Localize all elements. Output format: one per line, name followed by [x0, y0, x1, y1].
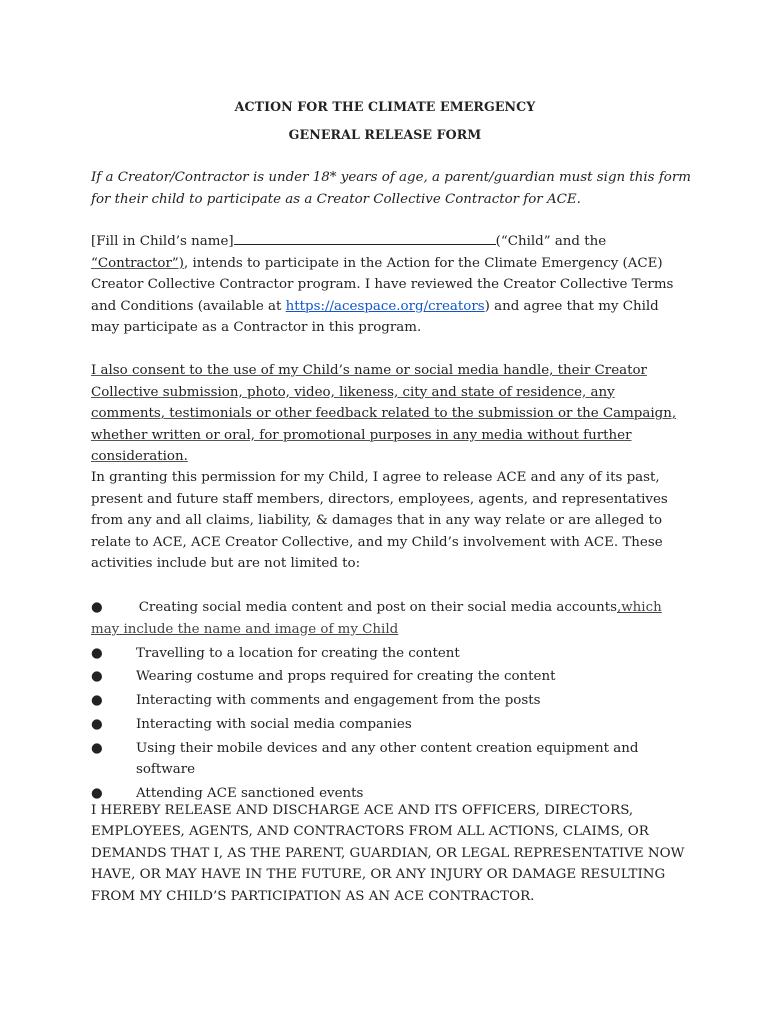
release-paragraph: I HEREBY RELEASE AND DISCHARGE ACE AND ITS OFFICERS, DIRECTORS, EMPLOYEES, AGENTS, AND CONTRACTORS FROM ALL ACTIONS, CLAIMS, OR DEMANDS THAT I, AS THE PARENT, GUARDIAN, OR LEGAL REPRESENTATIVE NOW HAVE, OR MAY HAVE IN THE FUTURE, OR ANY INJURY OR DAMAGE RESULTING FROM MY CHILD’S PARTICIPATION AS AN ACE CONTRACTOR.: [91, 803, 685, 904]
child-name-label: [Fill in Child’s name]: [91, 234, 234, 249]
list-item-text: Travelling to a location for creating the content: [136, 645, 460, 661]
list-item-text: Attending ACE sanctioned events: [136, 785, 364, 801]
grant-paragraph: In granting this permission for my Child, I agree to release ACE and any of its past, present and future staff members, directors, employees, agents, and representatives from any and all claims, liability, & damages that in any way relate or are alleged to relate to ACE, ACE Creator Collective, and my Child’s involvement with ACE. These activities include but are not limited to:: [91, 470, 668, 572]
contractor-definition: “Contractor”): [91, 255, 184, 271]
list-item-text: Interacting with social media companies: [136, 716, 412, 732]
child-name-blank[interactable]: [234, 231, 496, 245]
list-item: [91, 690, 691, 711]
child-definition: (“Child” and the: [495, 234, 607, 249]
list-item: [91, 597, 691, 640]
intro-paragraph: If a Creator/Contractor is under 18* years of age, a parent/guardian must sign this form for their child to participate as a Creator Collective Contractor for ACE.: [91, 170, 691, 207]
list-item: [91, 666, 691, 687]
document-title: ACTION FOR THE CLIMATE EMERGENCY: [234, 99, 536, 114]
list-item: [91, 738, 691, 781]
fill-in-text-2: ) and agree that my Child may participate as a Contractor in this program.: [91, 298, 659, 336]
bullet-icon: ●: [91, 693, 103, 709]
list-item-text: Wearing costume and props required for creating the content: [136, 669, 556, 685]
bullet-icon: ●: [91, 600, 103, 616]
bullet-icon: ●: [91, 716, 103, 732]
list-item-text: Using their mobile devices and any other content creation equipment and software: [136, 740, 639, 778]
consent-paragraph: I also consent to the use of my Child’s name or social media handle, their Creator Collective submission, photo, video, likeness, city and state of residence, any comments, testimonials or other feedback related to the submission or the Campaign, whether written or oral, for promotional purposes in any media without further consideration.: [91, 363, 677, 465]
document-subtitle: GENERAL RELEASE FORM: [288, 127, 482, 142]
activities-list: [91, 595, 691, 807]
list-item-underlined-text: ,which may include the name and image of my Child: [91, 600, 662, 637]
bullet-icon: ●: [91, 785, 103, 801]
terms-link[interactable]: https://acespace.org/creators: [285, 298, 485, 314]
list-item-text: Interacting with comments and engagement from the posts: [136, 693, 541, 709]
bullet-icon: ●: [91, 645, 103, 661]
bullet-icon: ●: [91, 669, 103, 685]
fill-in-text-1: , intends to participate in the Action for the Climate Emergency (ACE) Creator Collective Contractor program. I have reviewed the Creator Collective Terms and Conditions (available at: [91, 255, 674, 314]
list-item: [91, 643, 691, 664]
list-item-text: Creating social media content and post on their social media accounts: [138, 600, 617, 616]
fill-in-paragraph: [91, 231, 691, 339]
list-item: [91, 714, 691, 735]
bullet-icon: ●: [91, 740, 103, 756]
